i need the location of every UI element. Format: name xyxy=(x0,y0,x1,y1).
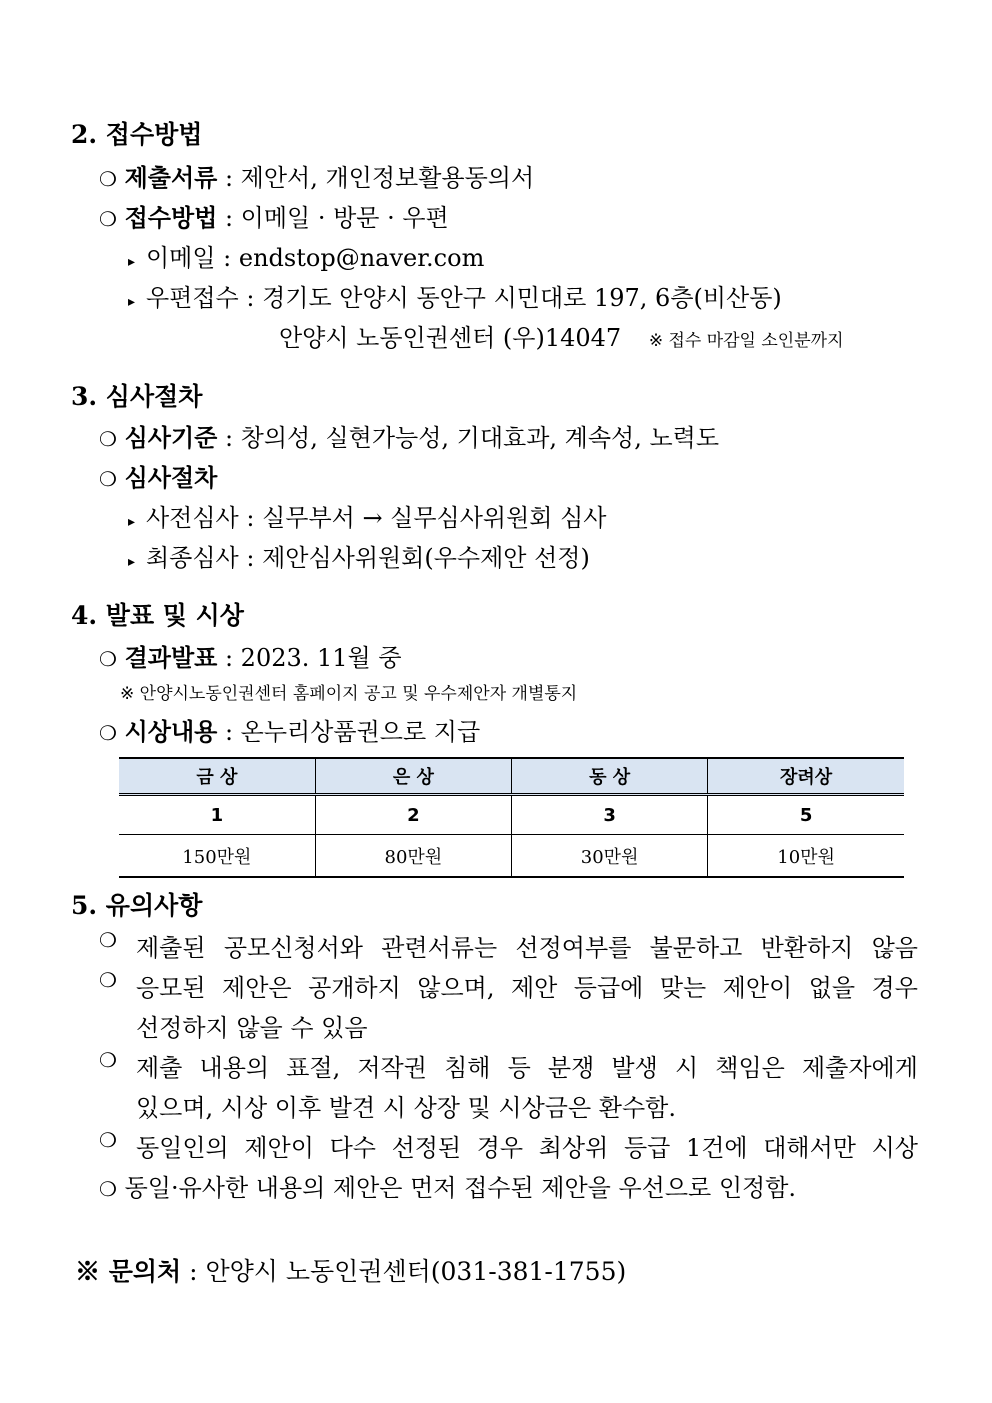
bullet-text: : 2023. 11월 중 xyxy=(217,644,402,672)
notice-item-3-cont: 있으며, 시상 이후 발견 시 상장 및 시상금은 환수함. xyxy=(136,1094,676,1122)
word: 등급에 xyxy=(573,974,644,1002)
table-header: 은 상 xyxy=(315,758,511,795)
word: 동일인의 xyxy=(136,1134,229,1162)
word: 1건에 xyxy=(685,1134,748,1162)
post-text: 우편접수 : 경기도 안양시 동안구 시민대로 197, 6층(비산동) xyxy=(146,284,782,312)
word: 반환하지 xyxy=(760,934,854,962)
word: 제안이 xyxy=(722,974,793,1002)
notice-item-2-cont: 선정하지 않을 수 있음 xyxy=(136,1014,368,1042)
post-note: ※ 접수 마감일 소인분까지 xyxy=(648,331,844,351)
word: 제출된 xyxy=(136,934,206,962)
s2-bullet-docs xyxy=(99,158,534,193)
notice-item-2 xyxy=(99,968,918,1003)
s3-bullet-criteria xyxy=(99,418,719,453)
word: 저작권 xyxy=(357,1054,427,1082)
bullet-label: 접수방법 xyxy=(124,203,218,232)
table-row xyxy=(119,795,904,835)
word: 경우 xyxy=(871,974,918,1002)
word: 선정된 xyxy=(391,1134,462,1162)
table-header: 장려상 xyxy=(708,758,904,795)
notice-text xyxy=(136,928,918,963)
notice-item-4 xyxy=(99,1128,918,1163)
s3-bullet-process xyxy=(99,458,217,493)
word: 최상위 xyxy=(538,1134,609,1162)
word: 등급 xyxy=(623,1134,671,1162)
notice-text: 동일·유사한 내용의 제안은 먼저 접수된 제안을 우선으로 인정함. xyxy=(124,1174,797,1202)
bullet-label: 결과발표 xyxy=(124,643,218,672)
s2-bullet-method xyxy=(99,198,449,233)
word: 경우 xyxy=(476,1134,524,1162)
table-cell: 2 xyxy=(315,795,511,835)
circle-bullet-icon: ❍ xyxy=(99,647,117,671)
bullet-text: : 온누리상품권으로 지급 xyxy=(217,718,481,746)
bullet-label: 심사기준 xyxy=(124,423,218,452)
word: 제안이 xyxy=(244,1134,314,1162)
word: 불문하고 xyxy=(649,934,743,962)
triangle-bullet-icon: ▸ xyxy=(128,554,136,570)
triangle-bullet-icon: ▸ xyxy=(128,294,136,310)
word: 시상 xyxy=(871,1134,918,1162)
word: 응모된 xyxy=(136,974,206,1002)
word: 선정여부를 xyxy=(515,934,632,962)
bullet-text: : 제안서, 개인정보활용동의서 xyxy=(217,164,535,192)
table-cell: 5 xyxy=(708,795,904,835)
post-line-2 xyxy=(279,318,844,353)
contact-text: : 안양시 노동인권센터(031-381-1755) xyxy=(181,1257,627,1286)
bullet-label: 심사절차 xyxy=(124,463,218,492)
notice-item-3 xyxy=(99,1048,918,1083)
section-2-title: 2. 접수방법 xyxy=(71,120,203,149)
table-header: 동 상 xyxy=(512,758,708,795)
word: 공모신청서와 xyxy=(223,934,363,962)
final-review-text: 최종심사 : 제안심사위원회(우수제안 선정) xyxy=(146,544,590,572)
table-cell: 30만원 xyxy=(512,835,708,878)
circle-bullet-icon: ❍ xyxy=(99,467,117,491)
bullet-label: 제출서류 xyxy=(124,163,218,192)
bullet-text: : 창의성, 실현가능성, 기대효과, 계속성, 노력도 xyxy=(217,424,720,452)
bullet-label: 시상내용 xyxy=(124,717,218,746)
word: 책임은 xyxy=(715,1054,785,1082)
word: 침해 xyxy=(444,1054,491,1082)
circle-bullet-icon: ❍ xyxy=(99,1177,117,1201)
award-table xyxy=(119,757,904,878)
s4-bullet-award xyxy=(99,712,480,747)
post-line xyxy=(128,278,782,313)
word: 제안은 xyxy=(222,974,292,1002)
word: 표절, xyxy=(286,1054,341,1082)
word: 제출 xyxy=(136,1054,183,1082)
section-5-title: 5. 유의사항 xyxy=(71,891,203,920)
triangle-bullet-icon: ▸ xyxy=(128,514,136,530)
notice-text xyxy=(136,968,918,1003)
bullet-text: : 이메일 · 방문 · 우편 xyxy=(217,204,449,232)
final-review-line xyxy=(128,538,590,573)
pre-review-text: 사전심사 : 실무부서 → 실무심사위원회 심사 xyxy=(146,504,607,532)
table-cell: 3 xyxy=(512,795,708,835)
table-header-row xyxy=(119,758,904,795)
word: 시 xyxy=(674,1054,699,1082)
table-cell: 80만원 xyxy=(315,835,511,878)
result-note: ※ 안양시노동인권센터 홈페이지 공고 및 우수제안자 개별통지 xyxy=(120,684,578,704)
word: 발생 xyxy=(611,1054,658,1082)
section-4-title: 4. 발표 및 시상 xyxy=(71,601,244,630)
email-text: 이메일 : endstop@naver.com xyxy=(146,244,485,272)
circle-bullet-icon: ❍ xyxy=(99,207,117,231)
circle-bullet-icon: ❍ xyxy=(99,1128,117,1152)
notice-item-5 xyxy=(99,1168,796,1203)
word: 제안 xyxy=(510,974,558,1002)
circle-bullet-icon: ❍ xyxy=(99,721,117,745)
word: 내용의 xyxy=(199,1054,270,1082)
contact-line xyxy=(75,1252,626,1288)
circle-bullet-icon: ❍ xyxy=(99,427,117,451)
notice-item-1 xyxy=(99,928,918,963)
notice-text xyxy=(136,1128,918,1163)
notice-text xyxy=(136,1048,918,1083)
word: 않음 xyxy=(871,934,918,962)
word: 다수 xyxy=(329,1134,376,1162)
triangle-bullet-icon: ▸ xyxy=(128,254,136,270)
pre-review-line xyxy=(128,498,606,533)
table-header: 금 상 xyxy=(119,758,315,795)
word: 제출자에게 xyxy=(801,1054,918,1082)
word: 대해서만 xyxy=(763,1134,856,1162)
table-row xyxy=(119,835,904,878)
contact-label: ※ 문의처 xyxy=(75,1257,182,1286)
circle-bullet-icon: ❍ xyxy=(99,928,117,952)
post-text-2: 안양시 노동인권센터 (우)14047 xyxy=(279,324,622,352)
circle-bullet-icon: ❍ xyxy=(99,167,117,191)
s4-bullet-result xyxy=(99,638,402,673)
word: 등 xyxy=(507,1054,531,1082)
section-3-title: 3. 심사절차 xyxy=(71,382,203,411)
table-cell: 150만원 xyxy=(119,835,315,878)
table-cell: 10만원 xyxy=(708,835,904,878)
circle-bullet-icon: ❍ xyxy=(99,1048,117,1072)
word: 않으며, xyxy=(417,974,495,1002)
email-line xyxy=(128,238,484,273)
circle-bullet-icon: ❍ xyxy=(99,968,117,992)
word: 관련서류는 xyxy=(381,934,498,962)
word: 공개하지 xyxy=(308,974,401,1002)
word: 맞는 xyxy=(659,974,707,1002)
word: 분쟁 xyxy=(547,1054,595,1082)
table-cell: 1 xyxy=(119,795,315,835)
word: 없을 xyxy=(808,974,856,1002)
